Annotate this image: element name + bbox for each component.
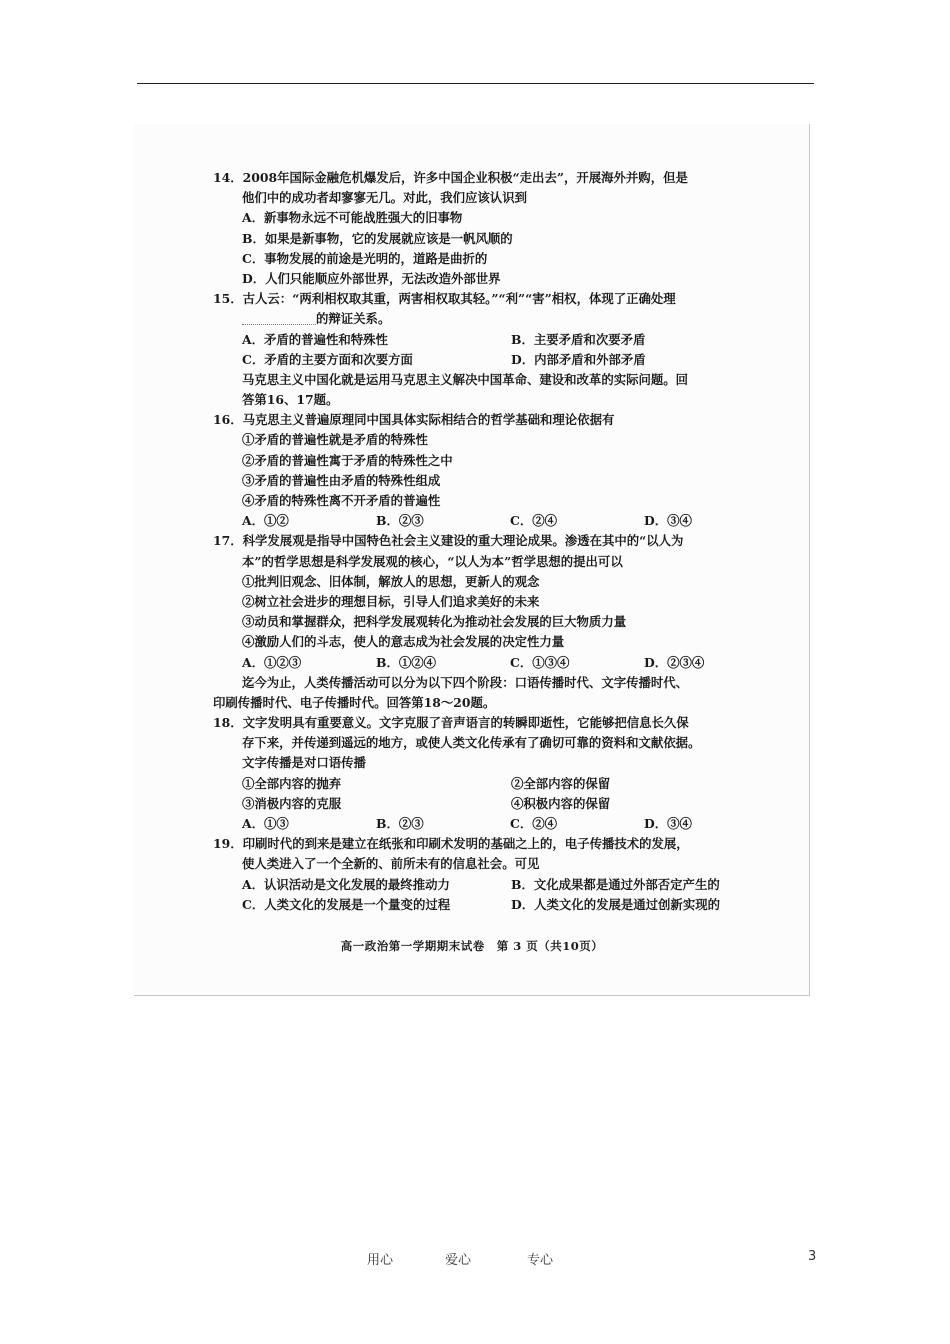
q19-option-d: D．人类文化的发展是通过创新实现的	[511, 896, 720, 912]
footer-motto-2: 爱心	[445, 1253, 472, 1268]
q19-stem-line-1: 19．印刷时代的到来是建立在纸张和印刷术发明的基础之上的，电子传播技术的发展，	[213, 836, 689, 852]
q16-option-d: D．③④	[644, 513, 692, 529]
q17-options	[213, 653, 793, 673]
footer-motto-3: 专心	[527, 1253, 554, 1268]
q17-option-a: A．①②③	[242, 654, 302, 670]
q18-option-b: B．②③	[376, 816, 424, 831]
q18-item-1: ①全部内容的抛弃	[242, 775, 342, 791]
q18-item-4: ④积极内容的保留	[511, 795, 611, 811]
q14-stem-line-1: 14．2008年国际金融危机爆发后，许多中国企业积极“走出去”，开展海外并购，但是	[213, 170, 688, 185]
q14-option-a: A．新事物永远不可能战胜强大的旧事物	[242, 210, 463, 226]
footer-motto-1: 用心	[367, 1253, 394, 1268]
q14-option-b: B．如果是新事物，它的发展就应该是一帆风顺的	[242, 230, 513, 246]
q17-item-4: ④激励人们的斗志，使人的意志成为社会发展的决定性力量	[242, 634, 565, 650]
q17-option-c: C．①③④	[510, 654, 570, 670]
q14-stem-line-2: 他们中的成功者却寥寥无几。对此，我们应该认识到	[242, 190, 527, 206]
q14-option-c: C．事物发展的前途是光明的，道路是曲折的	[242, 250, 488, 266]
q18-stem-line-1: 18．文字发明具有重要意义。文字克服了音声语言的转瞬即逝性，它能够把信息长久保	[213, 715, 689, 731]
q19-stem-line-2: 使人类进入了一个全新的、前所未有的信息社会。可见	[242, 856, 540, 872]
q18-option-a: A．①③	[242, 816, 289, 831]
q18-item-3: ③消极内容的克服	[242, 795, 342, 811]
q19-option-c: C．人类文化的发展是一个量变的过程	[242, 896, 451, 912]
intro-18-20-line-2: 印刷传播时代、电子传播时代。回答第18～20题。	[213, 694, 496, 710]
q16-option-b: B．②③	[376, 513, 424, 529]
q19-options-row-1	[213, 875, 793, 895]
q18-option-c: C．②④	[510, 816, 558, 831]
q16-item-4: ④矛盾的特殊性离不开矛盾的普遍性	[242, 493, 441, 508]
q18-items-row-1	[213, 774, 793, 794]
q19-option-b: B．文化成果都是通过外部否定产生的	[511, 876, 720, 892]
q17-item-1: ①批判旧观念、旧体制，解放人的思想，更新人的观念	[242, 573, 540, 589]
q18-item-2: ②全部内容的保留	[511, 775, 611, 791]
q15-stem-line-2	[213, 309, 793, 329]
q16-option-c: C．②④	[510, 513, 558, 529]
q16-options	[213, 511, 793, 531]
answer-blank	[242, 312, 316, 325]
q17-option-d: D．②③④	[644, 654, 705, 670]
q19-options-row-2	[213, 895, 793, 915]
q15-option-d: D．内部矛盾和外部矛盾	[511, 351, 646, 367]
q18-options	[213, 814, 793, 834]
exam-content	[213, 168, 793, 915]
q16-item-3: ③矛盾的普遍性由矛盾的特殊性组成	[242, 472, 441, 488]
q15-stem-suffix: 的辩证关系。	[316, 311, 391, 327]
q18-option-d: D．③④	[644, 816, 692, 831]
intro-16-17-line-2: 答第16、17题。	[242, 392, 339, 408]
q18-items-row-2	[213, 794, 793, 814]
page-number: 3	[808, 1249, 817, 1264]
q15-option-c: C．矛盾的主要方面和次要方面	[242, 351, 413, 367]
intro-18-20-line-1: 迄今为止，人类传播活动可以分为以下四个阶段：口语传播时代、文字传播时代、	[242, 674, 689, 690]
q14-option-d: D．人们只能顺应外部世界，无法改造外部世界	[242, 270, 501, 286]
q16-item-1: ①矛盾的普遍性就是矛盾的特殊性	[242, 432, 428, 448]
q17-option-b: B．①②④	[376, 654, 437, 670]
q17-item-2: ②树立社会进步的理想目标，引导人们追求美好的未来	[242, 593, 540, 609]
q15-option-a: A．矛盾的普遍性和特殊性	[242, 331, 388, 347]
q18-stem-line-3: 文字传播是对口语传播	[242, 755, 366, 771]
q16-option-a: A．①②	[242, 513, 289, 529]
q17-item-3: ③动员和掌握群众，把科学发展观转化为推动社会发展的巨大物质力量	[242, 614, 627, 630]
q17-stem-line-2: 本”的哲学思想是科学发展观的核心，“以人为本”哲学思想的提出可以	[242, 553, 623, 569]
q16-stem: 16．马克思主义普遍原理同中国具体实际相结合的哲学基础和理论依据有	[213, 412, 615, 428]
scan-page-footer: 高一政治第一学期期末试卷 第 3 页（共10页）	[340, 939, 604, 953]
q17-stem-line-1: 17．科学发展观是指导中国特色社会主义建设的重大理论成果。渗透在其中的“以人为	[213, 533, 684, 549]
header-rule	[137, 83, 814, 84]
q15-options-row-1	[213, 330, 793, 350]
q18-stem-line-2: 存下来，并传递到遥远的地方，或使人类文化传承有了确切可靠的资料和文献依据。	[242, 735, 701, 751]
q15-option-b: B．主要矛盾和次要矛盾	[511, 331, 646, 347]
intro-16-17-line-1: 马克思主义中国化就是运用马克思主义解决中国革命、建设和改革的实际问题。回	[242, 371, 689, 387]
q16-item-2: ②矛盾的普遍性寓于矛盾的特殊性之中	[242, 452, 453, 468]
q19-option-a: A．认识活动是文化发展的最终推动力	[242, 876, 450, 892]
q15-stem-line-1: 15．古人云：“两利相权取其重，两害相权取其轻。”“利”“害”相权，体现了正确处理	[213, 291, 676, 307]
q15-options-row-2	[213, 350, 793, 370]
